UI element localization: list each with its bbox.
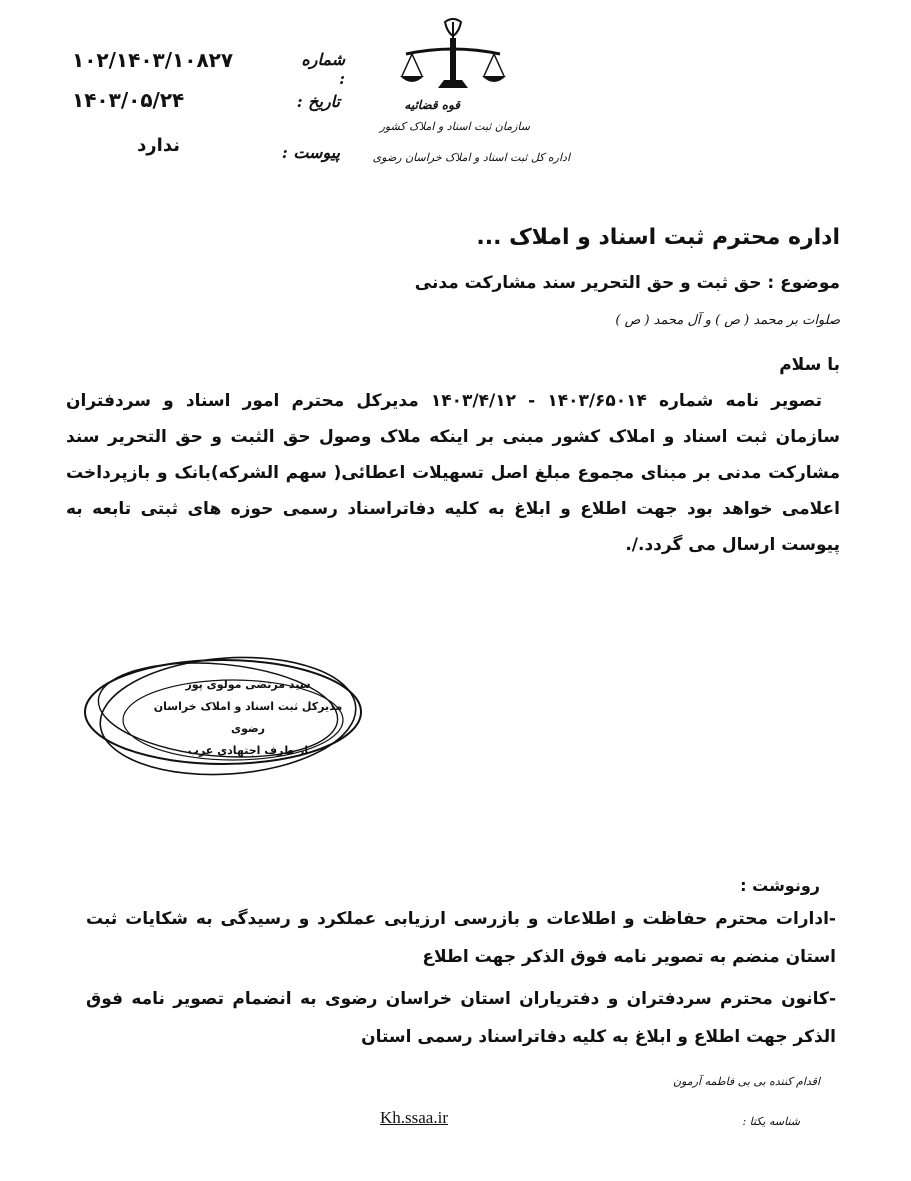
- subject-line: موضوع : حق ثبت و حق التحریر سند مشارکت مدنی: [414, 273, 840, 293]
- attachment-value: ندارد: [137, 135, 180, 156]
- letter-date: ۱۴۰۳/۰۵/۲۴: [72, 88, 185, 112]
- letter-number: ۱۰۲/۱۴۰۳/۱۰۸۲۷: [72, 48, 234, 72]
- salawat-line: صلوات بر محمد ( ص ) و آل محمد ( ص ): [615, 313, 840, 328]
- body-paragraph: تصویر نامه شماره ۱۴۰۳/۶۵۰۱۴ - ۱۴۰۳/۴/۱۲ مدیرکل محترم امور اسناد و سردفتران سازمان ثبت اسناد و املاک کشور مبنی بر اینکه ملاک وصول حق الثبت و حق التحریر سند مشارکت مدنی بر مبنای مجموع مبلغ اصل تسهیلات اعطائی( سهم الشرکه)بانک و بازپرداخت اعلامی خواهد بود جهت اطلاع و ابلاغ به کلیه دفاتراسناد رسمی حوزه های ثبتی تابعه به پیوست ارسال می گردد./.: [66, 391, 840, 555]
- stamp-line-2: مدیرکل ثبت اسناد و املاک خراسان رضوی: [153, 700, 343, 735]
- copy-recipient-2: -کانون محترم سردفتران و دفتریاران استان خراسان رضوی به انضمام تصویر نامه فوق الذکر جهت اطلاع و ابلاغ به کلیه دفاتراسناد رسمی استان: [86, 989, 836, 1047]
- copy-recipient-1: -ادارات محترم حفاظت و اطلاعات و بازرسی ارزیابی عملکرد و رسیدگی به شکایات ثبت استان منضم به تصویر نامه فوق الذکر جهت اطلاع: [86, 909, 836, 967]
- date-label: تاریخ :: [296, 92, 340, 111]
- action-by: اقدام کننده بی بی فاطمه آرمون: [673, 1075, 820, 1088]
- copies-title: رونوشت :: [740, 876, 820, 895]
- judiciary-title: قوه قضائیه: [404, 98, 460, 112]
- department-name: اداره کل ثبت اسناد و املاک خراسان رضوی: [372, 151, 570, 164]
- greeting: با سلام: [779, 355, 840, 375]
- judiciary-emblem: [398, 18, 508, 96]
- organization-name: سازمان ثبت اسناد و املاک کشور: [379, 120, 530, 133]
- addressee: اداره محترم ثبت اسناد و املاک ...: [476, 225, 840, 250]
- stamp-line-3: از طرف اجتهادی عرب: [187, 744, 309, 757]
- signature-stamp: [78, 650, 368, 780]
- number-label: شماره :: [301, 50, 345, 88]
- website-link[interactable]: Kh.ssaa.ir: [380, 1108, 448, 1127]
- stamp-line-1: سید مرتضی مولوی پور: [185, 678, 311, 691]
- unique-id-label: شناسه یکتا :: [742, 1115, 800, 1128]
- scales-of-justice-icon: [398, 18, 508, 96]
- attachment-label: پیوست :: [281, 143, 340, 162]
